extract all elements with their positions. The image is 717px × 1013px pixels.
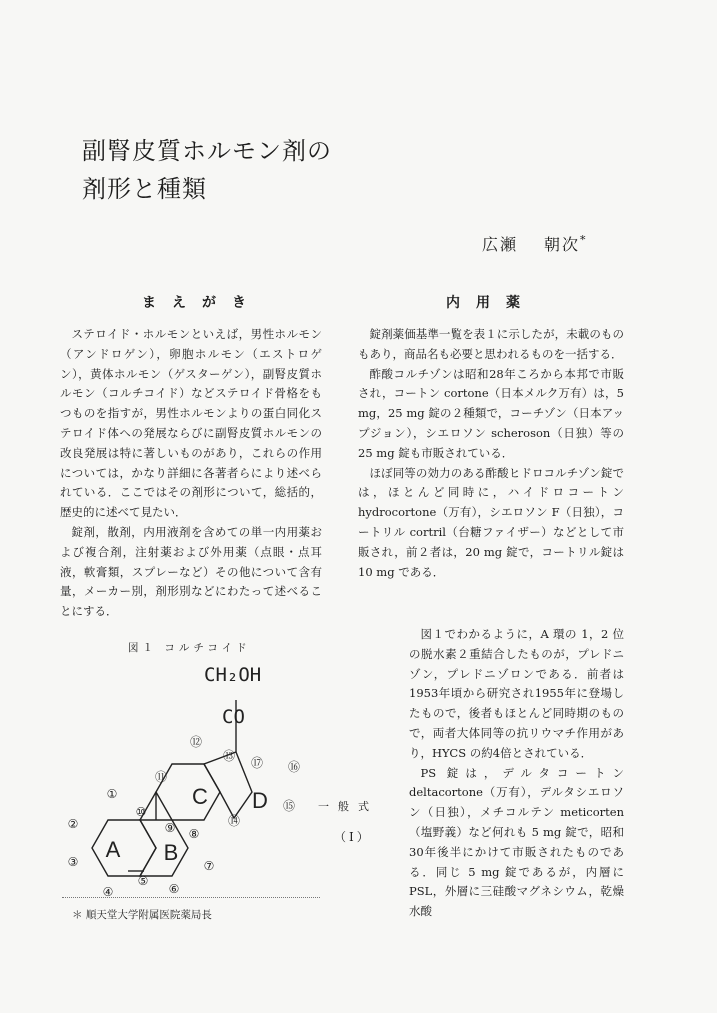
left-column <box>60 325 322 622</box>
ring-a-outline <box>92 820 156 876</box>
footnote-divider <box>62 897 320 898</box>
formula-number: （Ⅰ） <box>334 830 372 844</box>
oral-paragraph-4: 図１でわかるように，A 環の 1，2 位の脱水素２重結合したものが，プレドニゾン，プレドニゾロンである．前者は1953年頃から研究され1955年に登場したもので，後者もほとんど同時期のもので，両者大体同等の抗リウマチ作用があり，HYCS の約4倍とされている． <box>409 627 624 760</box>
heading-introduction: まえがき <box>142 295 262 311</box>
group-ch2oh: CH₂OH <box>204 664 262 686</box>
oral-paragraph-1: 錠剤薬価基準一覧を表１に示したが，未載のものもあり，商品名も必要と思われるものを一括する． <box>358 327 624 361</box>
intro-paragraph-1: ステロイド・ホルモンといえば，男性ホルモン（アンドロゲン），卵胞ホルモン（エストロゲン），黄体ホルモン（ゲスターゲン），副腎皮質ホルモン（コルチコイド）などステロイド骨格をもつものを指すが，男性ホルモンよりの蛋白同化ステロイド体への発展ならびに副腎皮質ホルモンの改良発展は特に著しいものがあり，これらの作用については，かなり詳細に各著者らにより述べられている．ここではその剤形について，総括的，歴史的に述べて見たい． <box>60 327 322 520</box>
oral-paragraph-3: ほぼ同等の効力のある酢酸ヒドロコルチゾン錠では，ほとんど同時に，ハイドロコートン hydrocortone（万有），シエロソン F（日独），コートリル cortril（台糖ファイザー）などとして市販され，前２者は，20 mg 錠で，コートリル錠は 10 mg である． <box>358 465 624 579</box>
oral-paragraph-5: PS 錠は，デルタコートン deltacortone（万有），デルタシエロソン（日独），メチコルテン meticorten（塩野義）など何れも 5 mg 錠で，昭和30年後半にかけて市販されたものである．同じ 5 mg 錠であるが，内層に PSL，外層に三硅酸マグネシウム，乾燥水酸 <box>409 765 624 919</box>
ring-label-d: D <box>252 788 268 813</box>
position-5: ⑤ <box>137 874 149 888</box>
position-6: ⑥ <box>168 882 180 896</box>
steroid-structure-diagram <box>55 648 325 899</box>
position-15: ⑮ <box>282 799 296 813</box>
position-16: ⑯ <box>287 760 301 774</box>
position-14: ⑭ <box>227 814 241 828</box>
ring-label-a: A <box>105 837 121 862</box>
position-1: ① <box>106 787 118 801</box>
group-co: CO <box>222 706 245 728</box>
position-3: ③ <box>67 855 79 869</box>
author-surname: 広瀬 <box>482 235 519 254</box>
article-title <box>82 132 332 208</box>
formula-label: 一般式 <box>318 800 378 813</box>
position-13: ⑬ <box>222 749 236 763</box>
heading-oral-drugs: 内用薬 <box>446 295 536 311</box>
oral-paragraph-2: 酢酸コルチゾンは昭和28年ころから本邦で市販され，コートン cortone（日本メルク万有）は，5 mg，25 mg 錠の２種類で，コーチゾン（日本アップジョン），シエロソン scheroson（日独）等の 25 mg 錠も市販されている． <box>358 366 624 460</box>
position-8: ⑧ <box>188 827 200 841</box>
title-line-2: 剤形と種類 <box>82 175 207 203</box>
title-line-1: 副腎皮質ホルモン剤の <box>82 137 332 165</box>
author-footnote-mark: * <box>580 233 588 247</box>
position-9: ⑨ <box>164 821 176 835</box>
figure-caption: 図１ コルチコイド <box>128 642 251 654</box>
author-affiliation-footnote: ＊ 順天堂大学附属医院薬局長 <box>72 909 212 921</box>
position-7: ⑦ <box>203 859 215 873</box>
position-12: ⑫ <box>189 735 203 749</box>
position-17: ⑰ <box>250 756 264 770</box>
author <box>482 232 588 255</box>
position-2: ② <box>67 817 79 831</box>
ring-label-c: C <box>192 784 208 809</box>
right-column-lower <box>409 625 624 922</box>
ring-label-b: B <box>163 840 179 865</box>
author-given-name: 朝次 <box>544 235 581 254</box>
position-4: ④ <box>102 885 114 899</box>
intro-paragraph-2: 錠剤，散剤，内用液剤を含めての単一内用薬および複合剤，注射薬および外用薬（点眼・点耳液，軟膏類，スプレーなど）その他について含有量，メーカー別，剤形別などにわたって述べることにする． <box>60 524 322 619</box>
right-column-upper <box>358 325 624 582</box>
position-11: ⑪ <box>154 770 168 784</box>
position-10: ⑩ <box>135 805 147 819</box>
